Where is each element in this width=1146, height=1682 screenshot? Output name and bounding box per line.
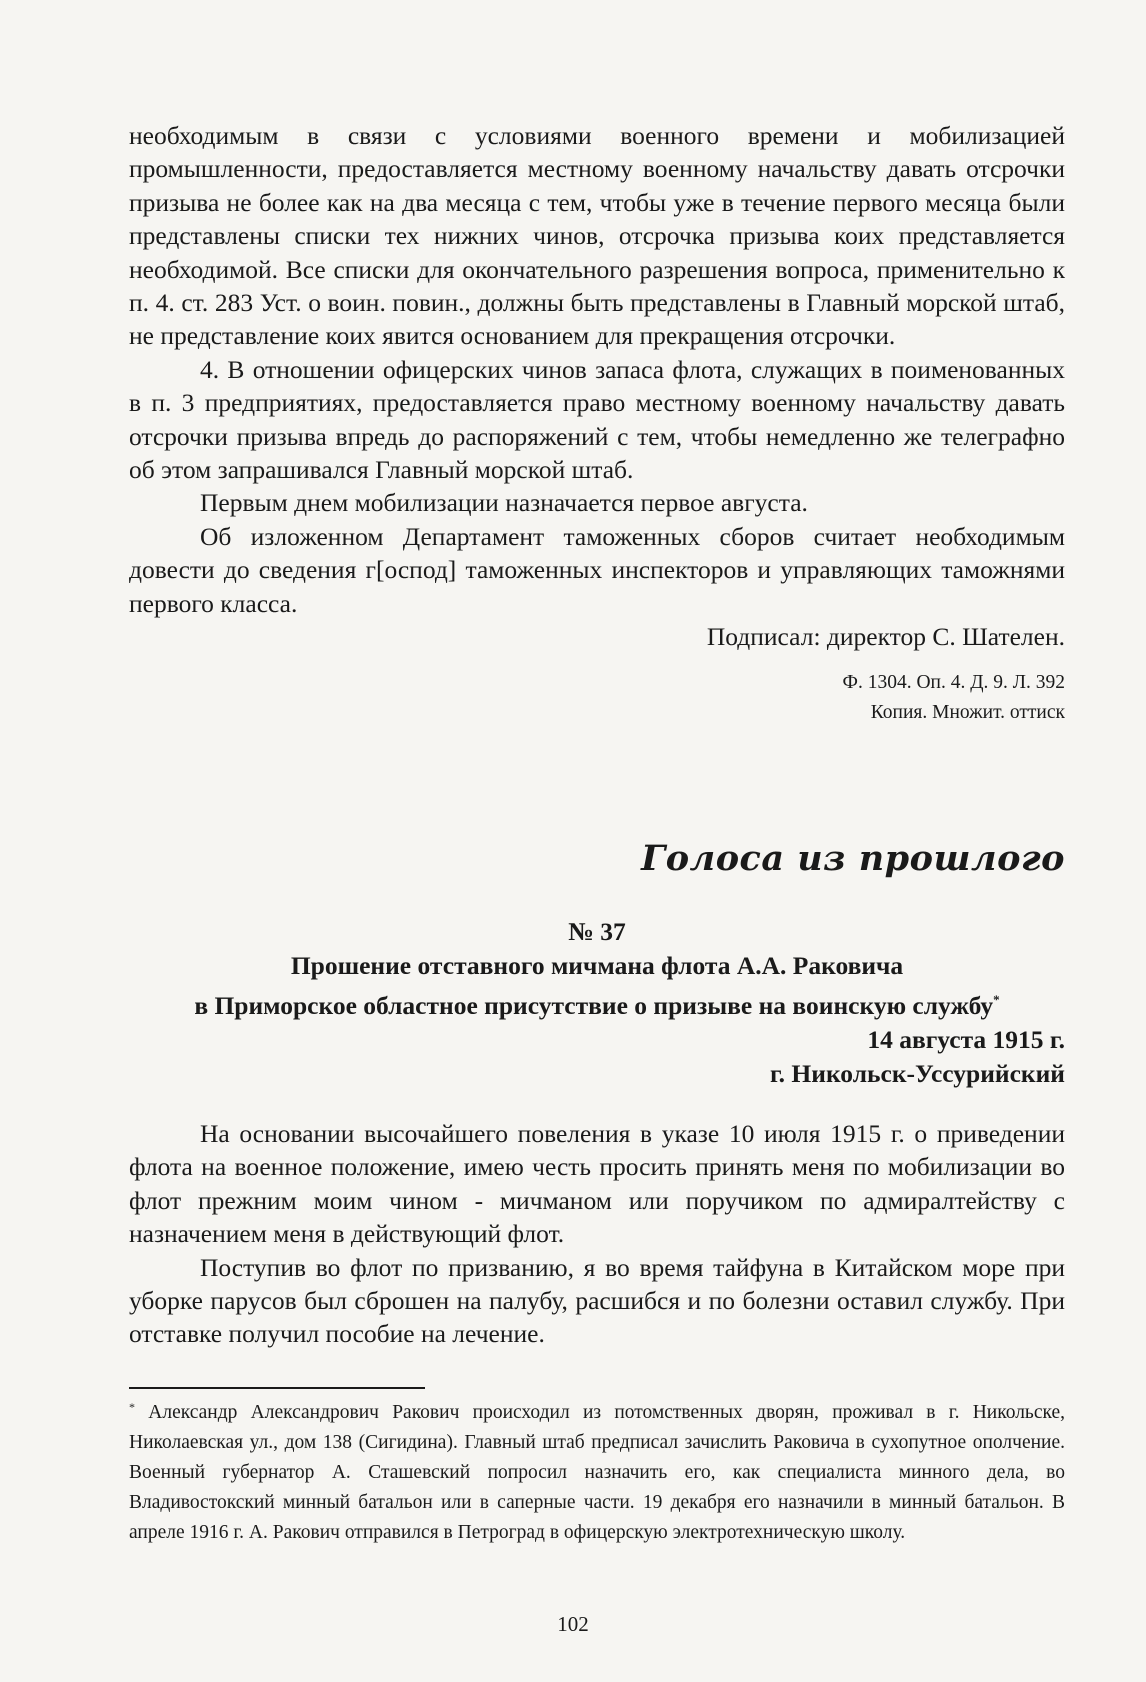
footnote-marker: * — [993, 992, 1000, 1007]
section-title: Голоса из прошлого — [641, 838, 1065, 879]
paragraph: Первым днем мобилизации назначается первое августа. — [200, 488, 808, 518]
document-date: 14 августа 1915 г. — [867, 1025, 1065, 1054]
document-title-line-2 — [129, 983, 1065, 1023]
archive-ref: Ф. 1304. Оп. 4. Д. 9. Л. 392 — [842, 671, 1065, 693]
archive-reference — [129, 668, 1065, 728]
letter-continuation — [129, 119, 1065, 728]
signature: Подписал: директор С. Шателен. — [706, 622, 1065, 652]
document-number: № 37 — [568, 917, 626, 946]
paragraph: 4. В отношении офицерских чинов запаса флота, служащих в поименованных в п. 3 предприятиях, предоставляется право местному военному начальству давать отсрочки призыва впредь до распоряжений с тем, чтобы немедленно же телеграфно об этом запрашивался Главный морской штаб. — [129, 354, 1065, 485]
footnote-body: Александр Александрович Ракович происходил из потомственных дворян, проживал в г. Никольске, Николаевская ул., дом 138 (Сигидина). Главный штаб предписал зачислить Раковича в сухопутное ополчение. Военный губернатор А. Сташевский попросил назначить его, как специалиста минного дела, во Владивостокский минный батальон или в саперные части. 19 декабря его назначили в минный батальон. В апреле 1916 г. А. Ракович отправился в Петроград в офицерскую электротехническую школу. — [129, 1402, 1065, 1543]
footnote-marker: * — [129, 1400, 135, 1414]
archive-note: Копия. Множит. оттиск — [870, 701, 1065, 723]
title-text: в Приморское областное присутствие о призыве на воинскую службу — [194, 991, 994, 1020]
document-heading — [129, 915, 1065, 1091]
paragraph: Поступив во флот по призванию, я во время тайфуна в Китайском море при уборке парусов был сброшен на палубу, расшибся и по болезни оставил службу. При отставке получил пособие на лечение. — [129, 1252, 1065, 1349]
page-number: 102 — [557, 1612, 589, 1636]
document-title-line-1: Прошение отставного мичмана флота А.А. Раковича — [290, 951, 904, 980]
paragraph: На основании высочайшего повеления в указе 10 июля 1915 г. о приведении флота на военное положение, имею честь просить принять меня по мобилизации во флот прежним моим чином - мичманом или поручиком по адмиралтейству с назначением меня в действующий флот. — [129, 1119, 1065, 1249]
document-place: г. Никольск-Уссурийский — [769, 1059, 1065, 1088]
footnote — [129, 1392, 1065, 1548]
footnote-divider — [129, 1387, 425, 1389]
petition-text — [129, 1117, 1065, 1351]
footnote-text — [129, 1392, 1065, 1548]
paragraph: Об изложенном Департамент таможенных сборов считает необходимым довести до сведения г[оспод] таможенных инспекторов и управляющих таможнями первого класса. — [129, 521, 1065, 618]
paragraph: необходимым в связи с условиями военного времени и мобилизацией промышленности, предоставляется местному военному начальству давать отсрочки призыва не более как на два месяца с тем, чтобы уже в течение первого месяца были представлены списки тех нижних чинов, отсрочка призыва коих представляется необходимой. Все списки для окончательного разрешения вопроса, применительно к п. 4. ст. 283 Уст. о воин. повин., должны быть представлены в Главный морской штаб, не представление коих явится основанием для прекращения отсрочки. — [129, 121, 1065, 351]
